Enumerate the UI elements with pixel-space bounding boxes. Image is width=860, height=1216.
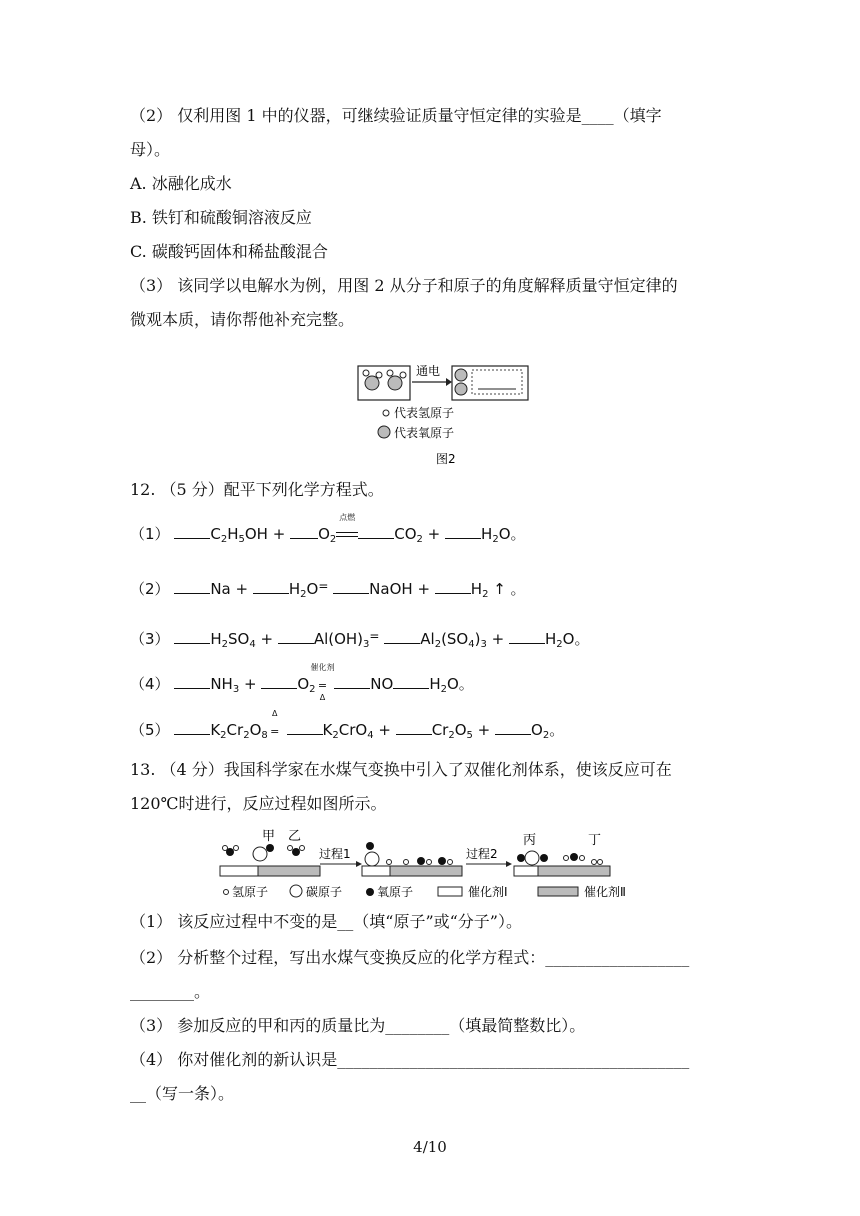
blank[interactable]	[174, 720, 210, 735]
hydrogen-atom	[598, 860, 603, 865]
step-2-label: 过程2	[466, 847, 498, 861]
hydrogen-atom	[300, 846, 305, 851]
oxygen-atom	[417, 857, 425, 865]
hydrogen-atom	[592, 860, 597, 865]
step-1-label: 过程1	[319, 847, 351, 861]
hydrogen-atom	[404, 860, 409, 865]
legend-hydrogen-icon	[383, 410, 389, 416]
q11-option-a: A. 冰融化成水	[130, 174, 232, 193]
figure-2-electrolysis	[350, 360, 540, 472]
hydrogen-atom	[564, 856, 569, 861]
q11-part3: （3） 该同学以电解水为例，用图 2 从分子和原子的角度解释质量守恒定律的	[130, 276, 678, 295]
q13-part3: （3） 参加反应的甲和丙的质量比为________（填最简整数比）。	[130, 1016, 586, 1035]
blank[interactable]	[445, 524, 481, 539]
carbon-atom	[525, 851, 539, 865]
oxygen-atom	[540, 854, 548, 862]
hydrogen-atom	[580, 856, 585, 861]
carbon-atom	[253, 847, 267, 861]
legend-cat1: 催化剂Ⅰ	[468, 885, 508, 899]
legend-oxygen-icon	[366, 888, 374, 896]
blank[interactable]	[396, 720, 432, 735]
oxygen-atom	[455, 369, 467, 381]
catalyst-1-bar	[362, 866, 390, 876]
blank[interactable]	[174, 524, 210, 539]
hydrogen-atom	[223, 846, 228, 851]
arrow-1-head	[356, 861, 362, 867]
label-bing: 丙	[523, 833, 537, 848]
arrow-2-head	[506, 861, 512, 867]
label-yi: 乙	[288, 829, 302, 844]
q13-part4: （4） 你对催化剂的新认识是____________________________________________	[130, 1050, 690, 1069]
q13-part1: （1） 该反应过程中不变的是__（填“原子”或“分子”）。	[130, 912, 522, 931]
q11-part3-cont: 微观本质，请你帮他补充完整。	[130, 310, 355, 329]
label-ding: 丁	[588, 833, 602, 848]
blank[interactable]	[174, 579, 210, 594]
label-jia: 甲	[262, 829, 276, 844]
q13-part4-cont: __（写一条）。	[130, 1084, 235, 1103]
blank[interactable]	[384, 629, 420, 644]
oxygen-atom	[292, 848, 300, 856]
legend-carbon-icon	[290, 885, 302, 897]
hydrogen-atom	[400, 372, 406, 378]
hydrogen-atom	[376, 372, 382, 378]
equation-1: （1） $C_2H_5OH + O_2$ 点燃 $CO_2 + H_2O$。	[130, 513, 526, 545]
oxygen-atom	[438, 857, 446, 865]
blank[interactable]	[509, 629, 545, 644]
condition: 催化剂 = Δ	[310, 663, 335, 702]
hydrogen-atom	[234, 846, 239, 851]
hydrogen-atom	[387, 860, 392, 865]
q12-stem: 12. （5 分）配平下列化学方程式。	[130, 480, 384, 499]
catalyst-1-bar	[514, 866, 538, 876]
legend-hydrogen: 氢原子	[232, 885, 269, 899]
legend-oxygen-icon	[378, 426, 390, 438]
legend-cat1-icon	[438, 887, 462, 896]
catalyst-1-bar	[220, 866, 258, 876]
blank[interactable]	[290, 524, 318, 539]
blank[interactable]	[261, 674, 297, 689]
oxygen-atom	[388, 376, 402, 390]
oxygen-atom	[570, 853, 578, 861]
carbon-atom	[365, 852, 379, 866]
blank[interactable]	[334, 674, 370, 689]
hydrogen-atom	[448, 860, 453, 865]
legend-hydrogen: 代表氢原子	[394, 406, 455, 420]
equation-4: （4） $NH_3 + O_2$ 催化剂 = Δ NO $H_2O$。	[130, 663, 474, 702]
arrow-label: 通电	[416, 364, 441, 378]
catalyst-2-bar	[538, 866, 610, 876]
blank[interactable]	[253, 579, 289, 594]
q11-option-c: C. 碳酸钙固体和稀盐酸混合	[130, 242, 328, 261]
oxygen-atom	[517, 854, 525, 862]
q11-part2-cont: 母）。	[130, 140, 171, 159]
blank[interactable]	[278, 629, 314, 644]
legend-cat2-icon	[538, 887, 578, 896]
catalyst-2-bar	[258, 866, 320, 876]
equation-2: （2） $Na + H_2O^=$ NaOH + $H_2$ ↑ 。	[130, 579, 526, 600]
blank[interactable]	[333, 579, 369, 594]
hydrogen-atom	[387, 370, 393, 376]
hydrogen-atom	[427, 860, 432, 865]
arrow-head	[446, 378, 452, 386]
oxygen-atom	[365, 376, 379, 390]
figure-water-gas-shift	[216, 824, 626, 902]
q13-part2-cont: ________。	[130, 982, 211, 1001]
legend-hydrogen-icon	[224, 890, 229, 895]
condition: Δ =	[270, 709, 280, 738]
q11-part2: （2） 仅利用图 1 中的仪器，可继续验证质量守恒定律的实验是____（填字	[130, 106, 662, 125]
blank[interactable]	[435, 579, 471, 594]
legend-carbon: 碳原子	[306, 885, 343, 899]
legend-oxygen: 氧原子	[377, 885, 414, 899]
legend-cat2: 催化剂Ⅱ	[584, 885, 626, 899]
condition: 点燃	[336, 524, 358, 544]
q13-stem: 13. （4 分）我国科学家在水煤气变换中引入了双催化剂体系，使该反应可在	[130, 760, 672, 779]
q11-option-b: B. 铁钉和硫酸铜溶液反应	[130, 208, 312, 227]
page-number: 4/10	[413, 1138, 447, 1156]
hydrogen-atom	[288, 846, 293, 851]
oxygen-atom	[366, 842, 374, 850]
hydrogen-atom	[363, 370, 369, 376]
blank[interactable]	[495, 720, 531, 735]
catalyst-2-bar	[390, 866, 462, 876]
blank[interactable]	[393, 674, 429, 689]
blank[interactable]	[174, 629, 210, 644]
blank[interactable]	[287, 720, 323, 735]
oxygen-atom	[266, 844, 274, 852]
equation-3: （3） $H_2SO_4 + Al(OH)_3^=$ $Al_2(SO_4)_3 + H_2O$。	[130, 629, 590, 650]
blank[interactable]	[174, 674, 210, 689]
equation-5: （5） $K_2Cr_2O_8$ Δ = $K_2CrO_4 + Cr_2O_5 + O_2$。	[130, 709, 565, 741]
q13-stem-cont: 120℃时进行，反应过程如图所示。	[130, 794, 387, 813]
answer-box	[472, 370, 522, 394]
figure-caption: 图2	[436, 452, 456, 466]
legend-oxygen: 代表氧原子	[394, 426, 455, 440]
q13-part2: （2） 分析整个过程，写出水煤气变换反应的化学方程式：__________________	[130, 948, 690, 967]
oxygen-atom	[455, 383, 467, 395]
